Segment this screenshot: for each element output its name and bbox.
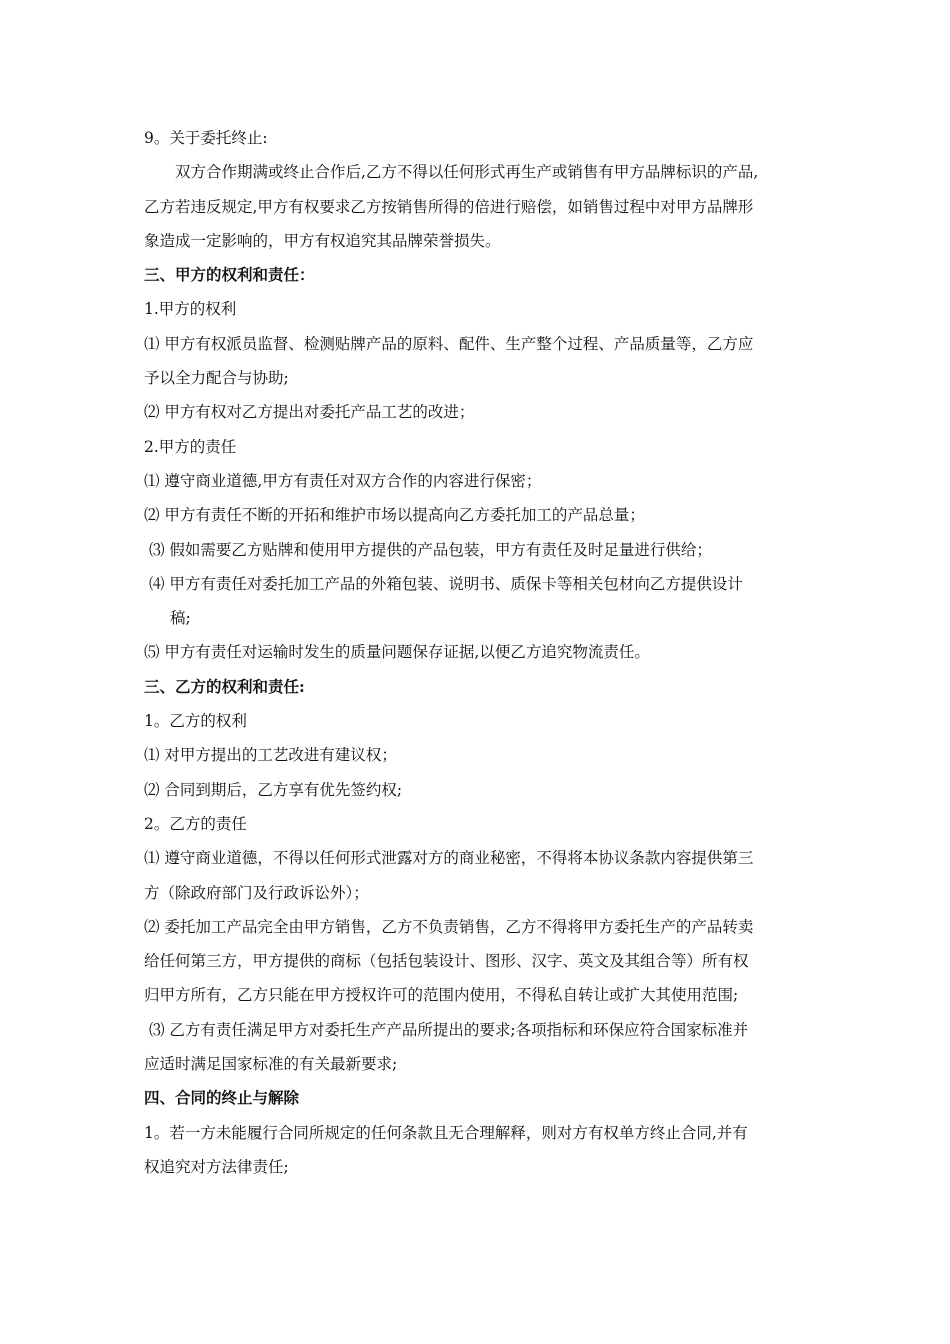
termination-clause-1-line-1: 1。若一方未能履行合同所规定的任何条款且无合理解释，则对方有权单方终止合同,并有 — [144, 1123, 748, 1142]
clause-9-paragraph-line-2: 乙方若违反规定,甲方有权要求乙方按销售所得的倍进行赔偿，如销售过程中对甲方品牌形 — [144, 197, 754, 216]
party-b-duty-2-line-3: 归甲方所有，乙方只能在甲方授权许可的范围内使用，不得私自转让或扩大其使用范围; — [144, 986, 739, 1005]
section-heading-party-b: 三、乙方的权利和责任: — [144, 676, 305, 696]
party-b-duty-2-line-2: 给任何第三方，甲方提供的商标（包括包装设计、图形、汉字、英文及其组合等）所有权 — [144, 952, 749, 971]
party-b-right-2: ⑵ 合同到期后，乙方享有优先签约权; — [144, 780, 403, 799]
party-a-right-1-line-2: 予以全力配合与协助; — [144, 369, 289, 388]
party-b-duty-1-line-1: ⑴ 遵守商业道德，不得以任何形式泄露对方的商业秘密，不得将本协议条款内容提供第三 — [144, 849, 754, 868]
party-a-right-2: ⑵ 甲方有权对乙方提出对委托产品工艺的改进； — [144, 403, 475, 422]
section-heading-termination: 四、合同的终止与解除 — [144, 1088, 300, 1108]
party-b-duty-1-line-2: 方（除政府部门及行政诉讼外）； — [144, 883, 369, 902]
document-body — [144, 121, 814, 1184]
subheading-party-b-rights: 1。乙方的权利 — [144, 712, 247, 731]
party-a-duty-5: ⑸ 甲方有责任对运输时发生的质量问题保存证据,以便乙方追究物流责任。 — [144, 643, 650, 662]
subheading-party-a-duties: 2.甲方的责任 — [144, 437, 237, 456]
party-a-duty-1: ⑴ 遵守商业道德,甲方有责任对双方合作的内容进行保密； — [144, 471, 542, 490]
subheading-party-a-rights: 1.甲方的权利 — [144, 300, 237, 319]
party-a-right-1-line-1: ⑴ 甲方有权派员监督、检测贴牌产品的原料、配件、生产整个过程、产品质量等，乙方应 — [144, 334, 754, 353]
party-a-duty-4-line-2: 稿; — [170, 609, 191, 628]
party-b-duty-3-line-2: 应适时满足国家标准的有关最新要求; — [144, 1055, 398, 1074]
party-b-duty-2-line-1: ⑵ 委托加工产品完全由甲方销售，乙方不负责销售，乙方不得将甲方委托生产的产品转卖 — [144, 917, 754, 936]
party-a-duty-3: ⑶ 假如需要乙方贴牌和使用甲方提供的产品包装，甲方有责任及时足量进行供给； — [149, 540, 712, 559]
clause-9-heading: 9。关于委托终止: — [144, 129, 268, 147]
section-heading-party-a: 三、甲方的权利和责任： — [144, 265, 315, 285]
party-a-duty-4-line-1: ⑷ 甲方有责任对委托加工产品的外箱包装、说明书、质保卡等相关包材向乙方提供设计 — [149, 574, 743, 593]
subheading-party-b-duties: 2。乙方的责任 — [144, 814, 247, 833]
termination-clause-1-line-2: 权追究对方法律责任; — [144, 1157, 289, 1176]
party-b-right-1: ⑴ 对甲方提出的工艺改进有建议权； — [144, 746, 397, 765]
party-b-duty-3-line-1: ⑶ 乙方有责任满足甲方对委托生产产品所提出的要求;各项指标和环保应符合国家标准并 — [149, 1020, 749, 1039]
party-a-duty-2: ⑵ 甲方有责任不断的开拓和维护市场以提高向乙方委托加工的产品总量； — [144, 506, 645, 525]
clause-9-paragraph-line-1: 双方合作期满或终止合作后,乙方不得以任何形式再生产或销售有甲方品牌标识的产品, — [175, 163, 759, 182]
clause-9-paragraph-line-3: 象造成一定影响的，甲方有权追究其品牌荣誉损失。 — [144, 231, 501, 250]
